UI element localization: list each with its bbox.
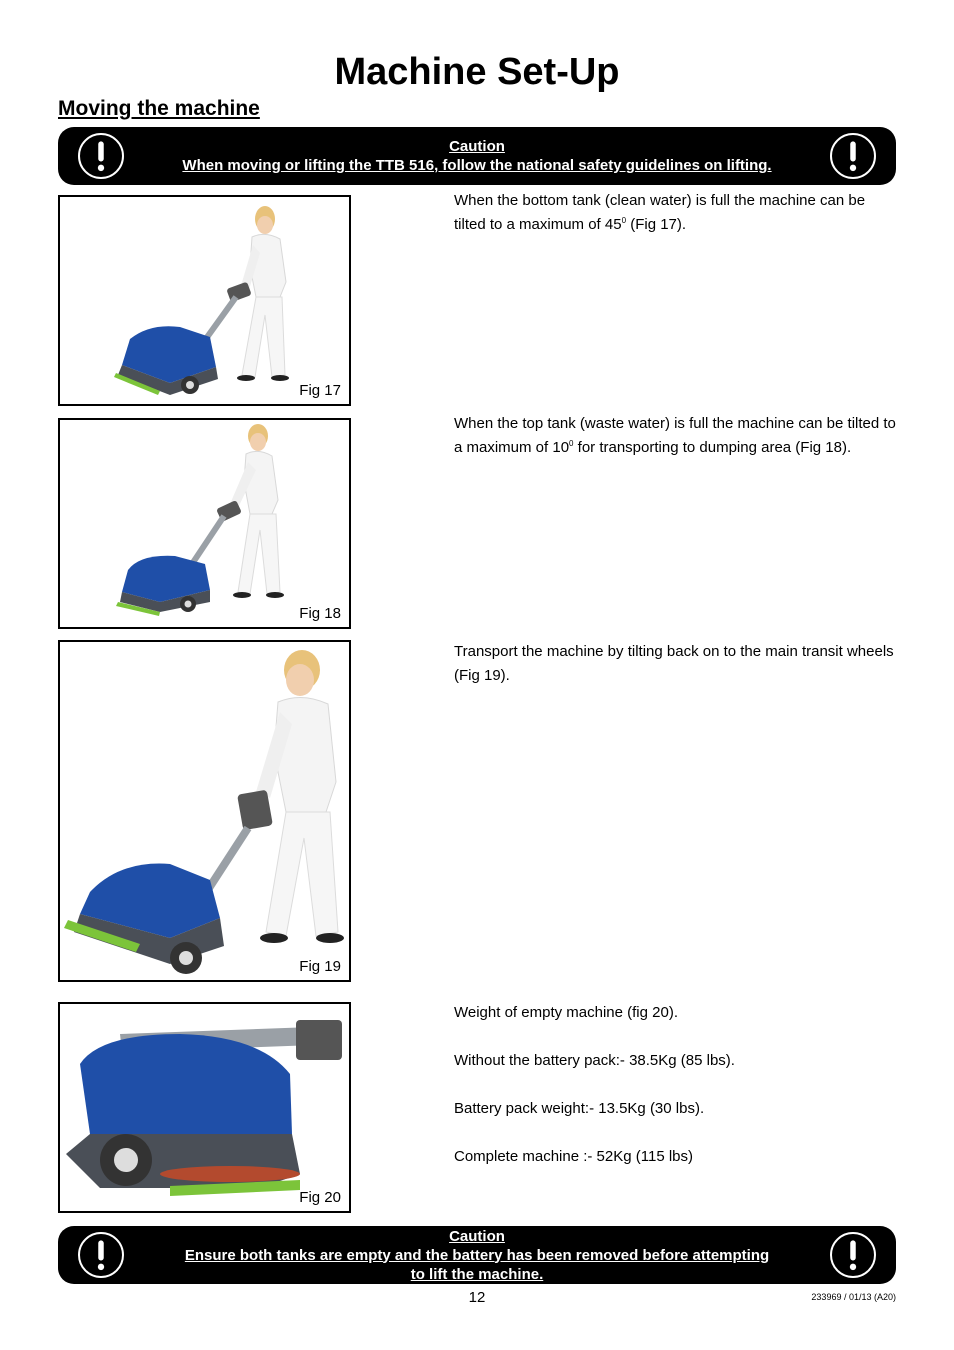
paragraph-weight-complete: Complete machine :- 52Kg (115 lbs) bbox=[454, 1148, 694, 1165]
exclamation-icon bbox=[78, 133, 124, 179]
caution-bar-bottom bbox=[58, 1226, 896, 1284]
machine-transit-photo bbox=[60, 642, 349, 980]
document-code: 233969 / 01/13 (A20) bbox=[811, 1292, 896, 1302]
page-title: Machine Set-Up bbox=[334, 51, 620, 93]
machine-tilted-10-photo bbox=[60, 420, 349, 627]
figure-17 bbox=[58, 195, 351, 406]
paragraph-fig18: When the top tank (waste water) is full the machine can be tilted to a maximum of $10^0$ for transporting to dumping area (Fig 18). bbox=[454, 415, 896, 456]
paragraph-fig17: When the bottom tank (clean water) is full the machine can be tilted to a maximum of $45^0$ (Fig 17). bbox=[454, 192, 866, 233]
caution-title: Caution bbox=[449, 1227, 505, 1245]
figure-label: Fig 19 bbox=[299, 958, 341, 975]
figure-label: Fig 17 bbox=[299, 382, 341, 399]
figure-label: Fig 18 bbox=[299, 605, 341, 622]
caution-title: Caution bbox=[449, 138, 505, 155]
caution-message-line2: to lift the machine. bbox=[410, 1265, 544, 1283]
exclamation-icon bbox=[830, 133, 876, 179]
paragraph-weight-battery: Battery pack weight:- 13.5Kg (30 lbs). bbox=[454, 1100, 705, 1117]
figure-20 bbox=[58, 1002, 351, 1213]
caution-message: When moving or lifting the TTB 516, follow the national safety guidelines on lifting. bbox=[182, 157, 772, 174]
machine-tilted-45-photo bbox=[60, 197, 349, 404]
exclamation-icon bbox=[78, 1232, 124, 1278]
machine-side-view-photo bbox=[60, 1004, 349, 1211]
paragraph-fig19: Transport the machine by tilting back on to the main transit wheels (Fig 19). bbox=[454, 643, 894, 684]
figure-label: Fig 20 bbox=[299, 1189, 341, 1206]
figure-18 bbox=[58, 418, 351, 629]
section-heading: Moving the machine bbox=[58, 97, 260, 120]
figure-19 bbox=[58, 640, 351, 982]
page-number: 12 bbox=[468, 1289, 486, 1306]
caution-message-line1: Ensure both tanks are empty and the battery has been removed before attempting bbox=[184, 1246, 770, 1264]
caution-bar-top bbox=[58, 127, 896, 185]
paragraph-weight-intro: Weight of empty machine (fig 20). bbox=[454, 1004, 678, 1021]
exclamation-icon bbox=[830, 1232, 876, 1278]
paragraph-weight-no-battery: Without the battery pack:- 38.5Kg (85 lbs). bbox=[454, 1052, 735, 1069]
